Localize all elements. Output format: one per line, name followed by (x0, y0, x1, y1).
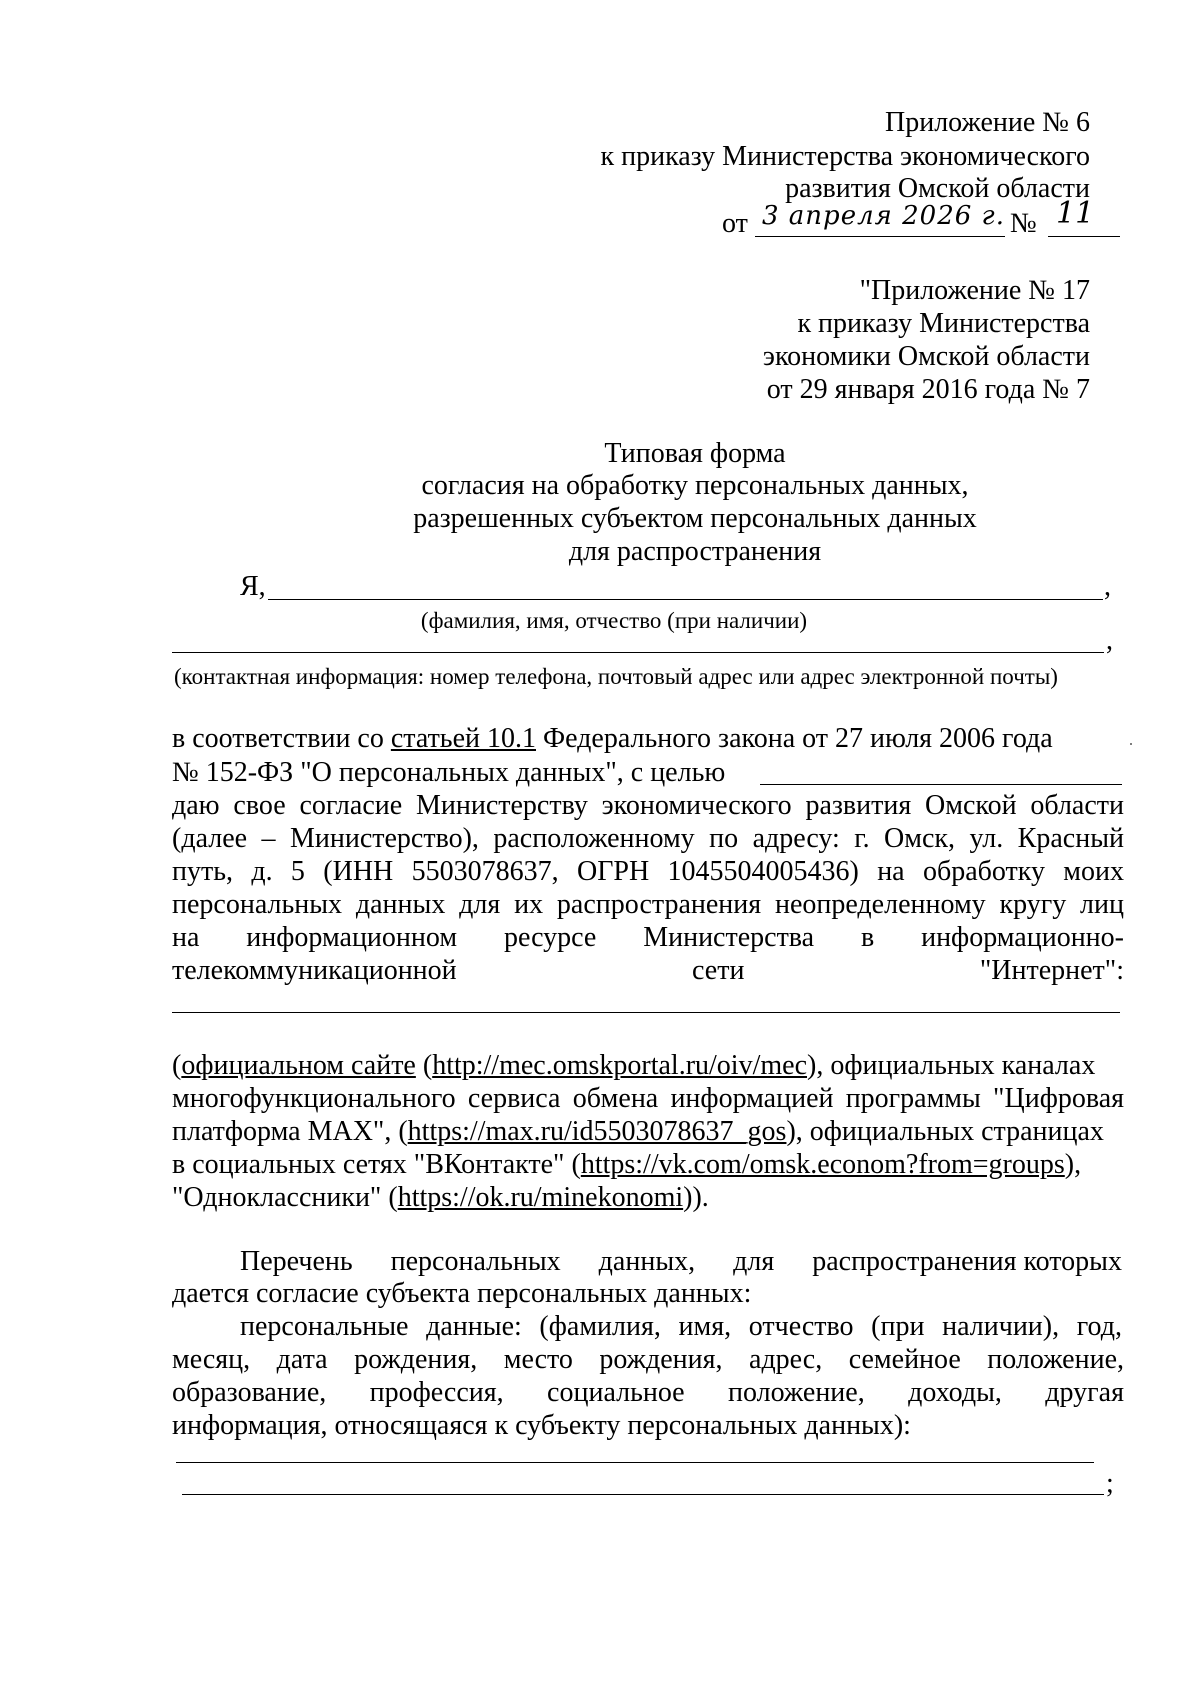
resource-blank[interactable] (172, 1012, 1120, 1013)
p1-line7 (172, 921, 1124, 954)
p3-word: данных, (598, 1246, 696, 1277)
p1-line5: путь, д. 5 (ИНН 5503078637, ОГРН 1045504005436) на обработку моих (172, 856, 1124, 887)
p2-text: ( (415, 1050, 433, 1081)
number-blank (1048, 236, 1120, 237)
official-site-link[interactable]: официальном сайте (181, 1050, 416, 1081)
title-line3: разрешенных субъектом персональных данных (413, 503, 977, 534)
contact-comma: , (1106, 625, 1113, 656)
p4-line2: месяц, дата рождения, место рождения, адрес, семейное положение, (172, 1344, 1124, 1375)
p2-line4 (172, 1148, 1081, 1181)
name-blank[interactable] (268, 599, 1103, 600)
p3-line2: дается согласие субъекта персональных данных: (172, 1278, 752, 1309)
p4-word: профессия, (369, 1377, 504, 1408)
p2-text: )). (683, 1182, 709, 1213)
p4-word: доходы, (908, 1377, 1002, 1408)
appendix17-line4: от 29 января 2016 года № 7 (766, 374, 1090, 405)
contact-blank[interactable] (172, 652, 1104, 653)
p2-line3 (172, 1115, 1104, 1148)
p2-line2: многофункционального сервиса обмена информацией программы "Цифровая (172, 1083, 1124, 1114)
from-label: от (722, 208, 748, 239)
p1-line2: № 152-ФЗ "О персональных данных", с целью (172, 757, 726, 788)
final-semicolon: ; (1106, 1468, 1114, 1499)
p2-paren: ( (172, 1050, 182, 1081)
vk-url-link[interactable]: https://vk.com/omsk.econom?from=groups (580, 1149, 1065, 1180)
p1-line7-word: информационно- (921, 922, 1124, 953)
handwritten-date: 3 апреля 2026 г. (762, 201, 1005, 231)
p3-word: для (733, 1246, 775, 1277)
purpose-blank[interactable] (760, 784, 1122, 785)
appendix6-line3: развития Омской области (785, 173, 1090, 204)
p3-word: распространения которых (812, 1246, 1122, 1277)
p4-line4: информация, относящаяся к субъекту персональных данных): (172, 1410, 911, 1441)
title-line2: согласия на обработку персональных данных, (421, 470, 969, 501)
p2-line1 (172, 1049, 1095, 1082)
name-caption: (фамилия, имя, отчество (при наличии) (420, 608, 808, 633)
ok-url-link[interactable]: https://ok.ru/minekonomi (397, 1182, 684, 1213)
p1-line7-word: информационном (246, 922, 458, 953)
p1-line7-word: в (860, 922, 875, 953)
name-comma: , (1104, 571, 1111, 602)
p1-line1-start: в соответствии со (172, 723, 384, 754)
mec-url-link[interactable]: http://mec.omskportal.ru/oiv/mec (432, 1050, 808, 1081)
max-url-link[interactable]: https://max.ru/id5503078637_gos (407, 1116, 787, 1147)
scan-speck (1130, 743, 1132, 745)
data-list-blank-1[interactable] (176, 1462, 1094, 1463)
p1-line8-word: телекоммуникационной (172, 955, 457, 986)
handwritten-number: 11 (1056, 196, 1095, 231)
article-link[interactable]: статьей 10.1 (390, 723, 536, 754)
p4-word: другая (1045, 1377, 1124, 1408)
p1-line1-end: Федерального закона от 27 июля 2006 года (543, 723, 1053, 754)
p1-line4: (далее – Министерство), расположенному по адресу: г. Омск, ул. Красный (172, 823, 1124, 854)
p1-line7-word: Министерства (643, 922, 815, 953)
appendix17-line3: экономики Омской области (762, 341, 1090, 372)
appendix6-line1: Приложение № 6 (885, 107, 1090, 138)
p3-line1 (240, 1245, 1122, 1278)
p1-line7-word: ресурсе (503, 922, 597, 953)
p3-word: Перечень (240, 1246, 353, 1277)
ya-label: Я, (240, 571, 266, 602)
p2-text: платформа МАХ", ( (172, 1116, 408, 1147)
p4-line3 (172, 1376, 1124, 1409)
title-line1: Типовая форма (604, 438, 786, 469)
appendix6-line2: к приказу Министерства экономического (600, 141, 1090, 172)
p4-word: образование, (172, 1377, 327, 1408)
p1-line6: персональных данных для их распространения неопределенному кругу лиц (172, 889, 1124, 920)
p1-line7-word: на (172, 922, 200, 953)
p4-line1: персональные данные: (фамилия, имя, отчество (при наличии), год, (240, 1311, 1122, 1342)
p2-text: ), официальных каналах (807, 1050, 1096, 1081)
number-label: № (1010, 208, 1037, 239)
appendix17-line2: к приказу Министерства (797, 308, 1090, 339)
p1-line8 (172, 954, 1124, 987)
p1-line1 (172, 722, 1053, 755)
p2-text: ), (1064, 1149, 1082, 1180)
p4-word: социальное (547, 1377, 685, 1408)
p2-text: в социальных сетях "ВКонтакте" ( (172, 1149, 581, 1180)
p1-line8-word: "Интернет": (979, 955, 1124, 986)
p4-word: положение, (728, 1377, 865, 1408)
p3-word: персональных (390, 1246, 561, 1277)
contact-caption: (контактная информация: номер телефона, почтовый адрес или адрес электронной почты) (174, 664, 1058, 689)
p2-text: ), официальных страницах (786, 1116, 1104, 1147)
p1-line8-word: сети (692, 955, 745, 986)
title-line4: для распространения (568, 536, 822, 567)
date-blank (755, 236, 1005, 237)
p2-text: "Одноклассники" ( (172, 1182, 398, 1213)
appendix17-line1: "Приложение № 17 (859, 275, 1090, 306)
data-list-blank-2[interactable] (182, 1494, 1104, 1495)
p1-line3: даю свое согласие Министерству экономического развития Омской области (172, 790, 1124, 821)
p2-line5 (172, 1181, 709, 1214)
